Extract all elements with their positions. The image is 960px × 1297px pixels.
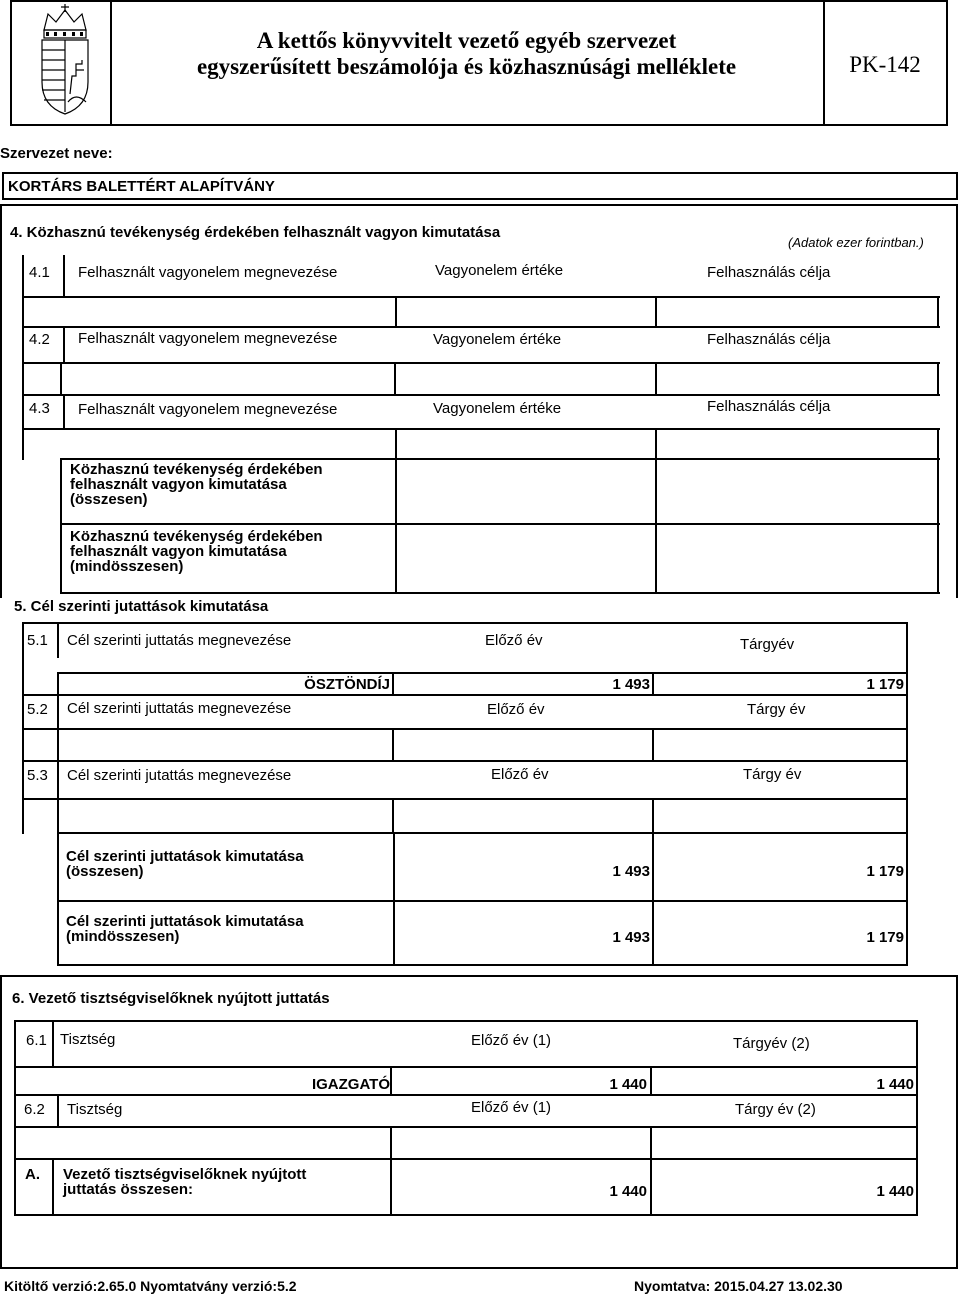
table61-l: [14, 1020, 16, 1094]
section5-total-label-2: (összesen): [66, 863, 144, 880]
section5-total-l: [57, 832, 59, 966]
table61-col3: Tárgyév (2): [733, 1035, 810, 1052]
table51-divider: [57, 622, 59, 658]
org-name-value: KORTÁRS BALETTÉRT ALAPÍTVÁNY: [8, 178, 275, 195]
table51-col2: Előző év: [485, 632, 543, 649]
table53-col2: Előző év: [491, 766, 549, 783]
table51-row-m3: [652, 672, 654, 696]
table41-rule: [22, 296, 940, 298]
table42-col2: Vagyonelem értéke: [433, 331, 562, 348]
section6-sum-curr: 1 440: [876, 1183, 914, 1200]
table53-r: [906, 760, 908, 834]
table53-col3: Tárgy év: [743, 766, 802, 783]
table62-col3: Tárgy év (2): [735, 1101, 816, 1118]
table41-row-m2: [655, 296, 657, 328]
table43-col3: Felhasználás célja: [707, 398, 831, 415]
section5-total-label-1: Cél szerinti juttatások kimutatása: [66, 848, 304, 865]
section6-sum-l: [14, 1158, 16, 1216]
section5-title: 5. Cél szerinti jutattások kimutatása: [14, 598, 269, 615]
table51-top: [22, 622, 908, 624]
section4-total-label-3: (összesen): [70, 491, 148, 508]
table42-col3: Felhasználás célja: [707, 331, 831, 348]
table53-divider: [57, 760, 59, 800]
table62-col2: Előző év (1): [471, 1099, 552, 1116]
footer-printed: Nyomtatva: 2015.04.27 13.02.30: [634, 1278, 843, 1294]
table52-top: [22, 694, 908, 696]
table51-num: 5.1: [27, 632, 48, 649]
section6-title: 6. Vezető tisztségviselőknek nyújtott juttatás: [12, 990, 330, 1007]
section4-grand-label-2: felhasznált vagyon kimutatása: [70, 543, 287, 560]
table51-col3: Tárgyév: [740, 636, 795, 653]
table62-row-m2: [650, 1126, 652, 1160]
table51-col1: Cél szerinti juttatás megnevezése: [67, 632, 292, 649]
section5-grand-top: [57, 900, 908, 902]
section5-total-r: [906, 832, 908, 966]
section6-sum-bottom: [14, 1214, 918, 1216]
table52-col3: Tárgy év: [747, 701, 806, 718]
table53-rule: [22, 798, 908, 800]
section4-total-label-2: felhasznált vagyon kimutatása: [70, 476, 287, 493]
table51-l: [22, 622, 24, 696]
table52-row-m1: [57, 728, 59, 762]
table51-rule: [57, 672, 908, 674]
table61-row-m1: [390, 1066, 392, 1094]
section4-grand-bottom: [60, 592, 940, 594]
table62-rule: [14, 1126, 918, 1128]
table43-top: [22, 394, 940, 396]
table43-row-l: [22, 394, 24, 460]
table61-row1-curr: 1 440: [876, 1076, 914, 1093]
section4-total-m1: [395, 458, 397, 594]
table43-divider: [63, 394, 65, 430]
coat-of-arms-icon: [30, 4, 100, 118]
org-name-label: Szervezet neve:: [0, 145, 113, 162]
table53-row-m1: [57, 798, 59, 834]
table61-top: [14, 1020, 918, 1022]
table51-row1-name: ÖSZTÖNDÍJ: [304, 676, 390, 693]
table42-num: 4.2: [29, 331, 50, 348]
section4-unit-note: (Adatok ezer forintban.): [788, 235, 924, 250]
table51-row1-curr: 1 179: [866, 676, 904, 693]
section6-sum-m1: [390, 1158, 392, 1216]
table62-col1: Tisztség: [67, 1101, 123, 1118]
table41-col2: Vagyonelem értéke: [435, 262, 564, 279]
section5-grand-bottom: [57, 964, 908, 966]
table42-row-m2: [394, 362, 396, 394]
table43-rule: [22, 428, 940, 430]
table62-row-m1: [390, 1126, 392, 1160]
table61-col2: Előző év (1): [471, 1032, 552, 1049]
table61-rule: [14, 1066, 918, 1068]
form-title-line2: egyszerűsített beszámolója és közhasznúsági melléklete: [196, 54, 737, 79]
section5-grand-label-1: Cél szerinti juttatások kimutatása: [66, 913, 304, 930]
table42-col1: Felhasznált vagyonelem megnevezése: [78, 330, 338, 347]
table53-row-m3: [652, 798, 654, 834]
table52-row-m2: [392, 728, 394, 762]
table41-row-r: [937, 296, 939, 328]
section5-total-m2: [652, 832, 654, 966]
section5-grand-prev: 1 493: [612, 929, 650, 946]
table42-row-m1: [60, 362, 62, 394]
form-title-line1: A kettős könyvvitelt vezető egyéb szervezet: [256, 28, 677, 53]
table53-top: [22, 760, 908, 762]
table51-row1-prev: 1 493: [612, 676, 650, 693]
section5-grand-curr: 1 179: [866, 929, 904, 946]
section4-total-r: [937, 458, 939, 594]
table52-col2: Előző év: [487, 701, 545, 718]
table52-divider: [57, 694, 59, 728]
table43-col1: Felhasznált vagyonelem megnevezése: [78, 401, 338, 418]
section5-total-m1: [393, 832, 395, 966]
section4-grand-label-3: (mindösszesen): [70, 558, 184, 575]
table61-row1-name: IGAZGATÓ: [311, 1076, 390, 1093]
table41-col3: Felhasználás célja: [707, 264, 831, 281]
section5-total-prev: 1 493: [612, 863, 650, 880]
section4-grand-top: [60, 523, 940, 525]
section6-sum-m2: [650, 1158, 652, 1216]
table53-l: [22, 760, 24, 834]
table42-row-l: [22, 326, 24, 394]
table43-row-r: [937, 428, 939, 460]
table42-rule: [22, 362, 940, 364]
table41-col1: Felhasznált vagyonelem megnevezése: [78, 264, 338, 281]
table52-rule: [22, 728, 908, 730]
section6-sum-letter: A.: [25, 1166, 40, 1183]
table62-top: [14, 1094, 918, 1096]
section6-sum-prev: 1 440: [609, 1183, 647, 1200]
table42-top: [22, 326, 940, 328]
table61-row1-prev: 1 440: [609, 1076, 647, 1093]
section5-total-top: [57, 832, 908, 834]
section4-total-label-1: Közhasznú tevékenység érdekében: [70, 461, 323, 478]
table41-row-m1: [395, 296, 397, 328]
section6-sum-label-2: juttatás összesen:: [63, 1181, 194, 1198]
section4-total-m2: [655, 458, 657, 594]
table42-row-m3: [655, 362, 657, 394]
section4-total-l: [60, 458, 62, 594]
table61-col1: Tisztség: [60, 1031, 116, 1048]
table53-row-m2: [392, 798, 394, 834]
section4-title: 4. Közhasznú tevékenység érdekében felhasznált vagyon kimutatása: [10, 224, 501, 241]
table43-col2: Vagyonelem értéke: [433, 400, 562, 417]
table53-col1: Cél szerinti jutattás megnevezése: [67, 767, 292, 784]
table51-row-m2: [392, 672, 394, 696]
table53-num: 5.3: [27, 767, 48, 784]
table41-left: [22, 255, 24, 297]
table43-num: 4.3: [29, 400, 50, 417]
table62-num: 6.2: [24, 1101, 45, 1118]
table41-divider: [63, 255, 65, 297]
table43-row-m1: [395, 428, 397, 460]
table51-row-m1: [57, 672, 59, 696]
table41-row-l: [22, 296, 24, 328]
table43-row-m2: [655, 428, 657, 460]
table61-r: [916, 1020, 918, 1094]
table61-row-m2: [650, 1066, 652, 1094]
table42-row-r: [937, 362, 939, 394]
table61-num: 6.1: [26, 1032, 47, 1049]
footer-version: Kitöltő verzió:2.65.0 Nyomtatvány verzió:5.2: [4, 1278, 297, 1294]
section4-grand-label-1: Közhasznú tevékenység érdekében: [70, 528, 323, 545]
table61-divider: [52, 1020, 54, 1066]
table41-num: 4.1: [29, 264, 50, 281]
section5-grand-label-2: (mindösszesen): [66, 928, 180, 945]
table52-col1: Cél szerinti juttatás megnevezése: [67, 700, 292, 717]
section6-sum-label-1: Vezető tisztségviselőknek nyújtott: [63, 1166, 307, 1183]
section6-sum-top: [14, 1158, 918, 1160]
table52-row-m3: [652, 728, 654, 762]
section6-sum-r: [916, 1158, 918, 1216]
table42-divider: [63, 326, 65, 362]
section4-total-top: [60, 458, 940, 460]
table62-divider: [57, 1094, 59, 1126]
form-code: PK-142: [849, 52, 921, 77]
section6-sum-m0: [52, 1158, 54, 1216]
table52-num: 5.2: [27, 701, 48, 718]
table51-r: [906, 622, 908, 696]
section5-total-curr: 1 179: [866, 863, 904, 880]
